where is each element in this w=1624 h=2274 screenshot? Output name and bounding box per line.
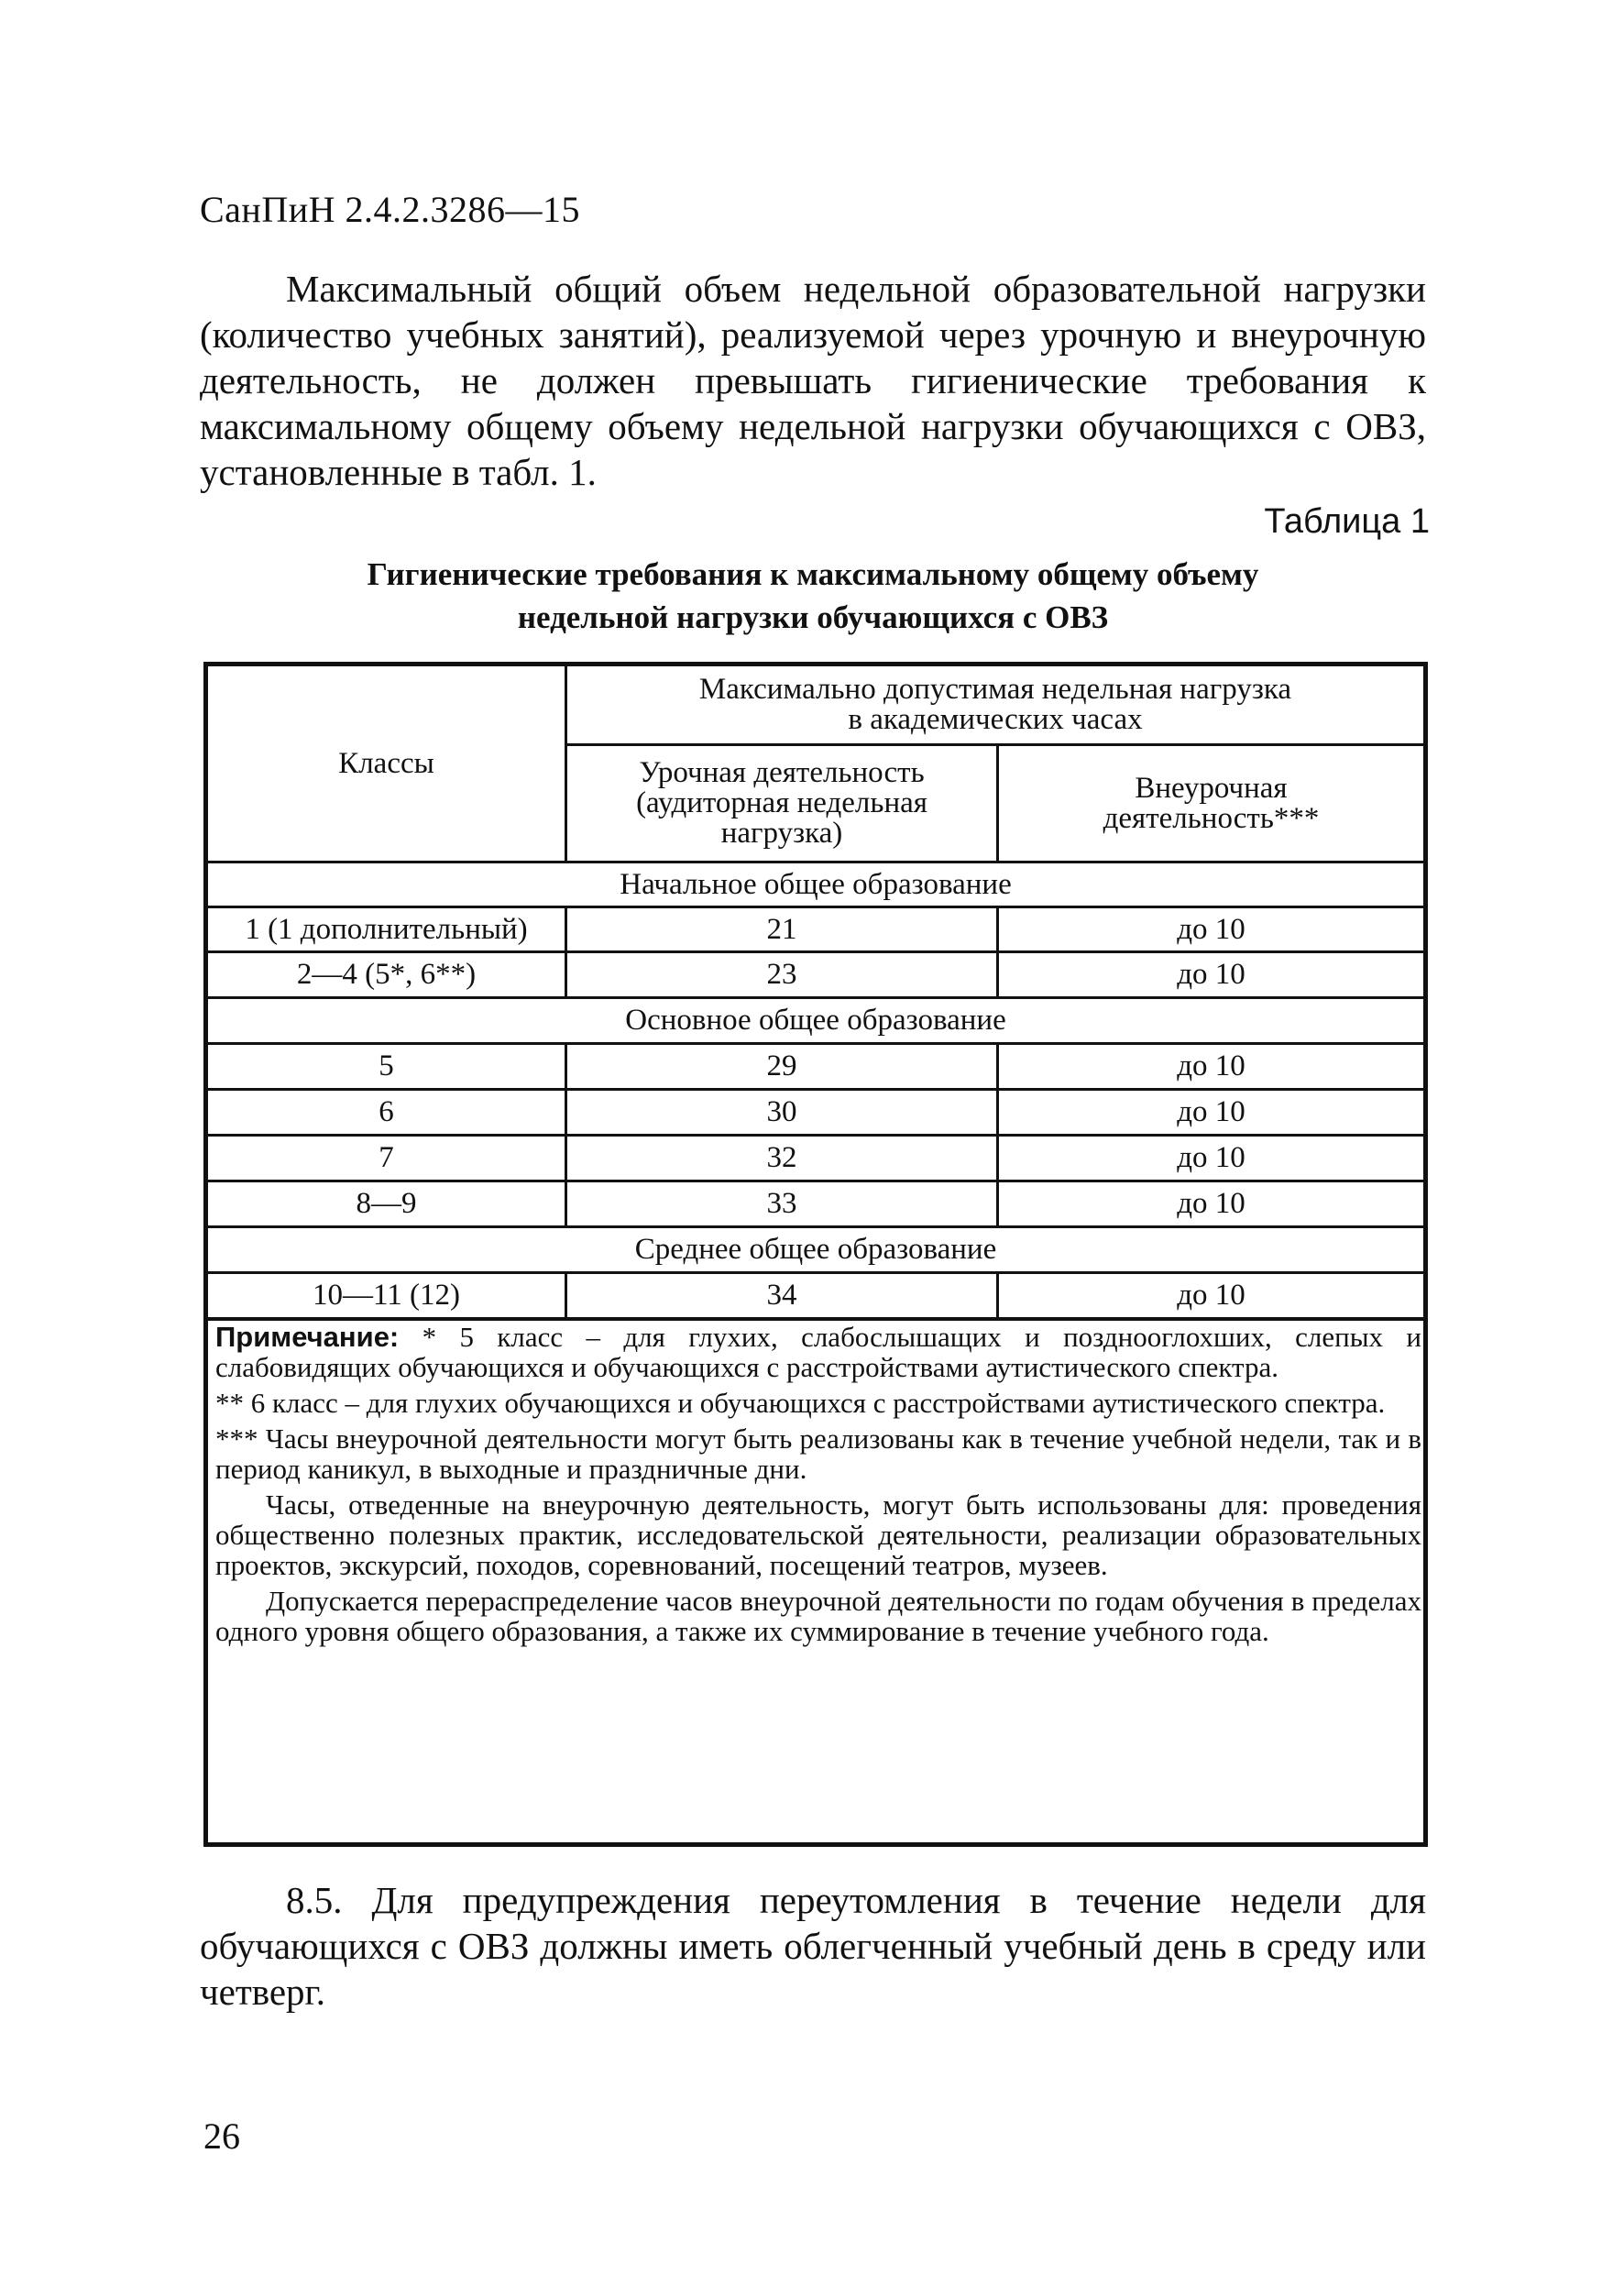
row-grade: 5 bbox=[379, 1049, 394, 1082]
table-title-line-1: Гигиенические требования к максимальному общему объему bbox=[367, 556, 1259, 592]
document-code: СанПиН 2.4.2.3286—15 bbox=[200, 189, 581, 230]
row-classroom: 30 bbox=[766, 1095, 797, 1128]
row-extra: до 10 bbox=[1177, 1049, 1245, 1082]
header-max-load-line-2: в академических часах bbox=[848, 703, 1143, 736]
header-classroom bbox=[567, 746, 996, 861]
page-number: 26 bbox=[203, 2115, 240, 2157]
header-classroom-line-2: (аудиторная недельная bbox=[636, 786, 927, 819]
table-title bbox=[200, 553, 1426, 639]
section-8-5-paragraph: 8.5. Для предупреждения переутомления в течение недели для обучающихся с ОВЗ должны иметь облегченный учебный день в среду или четверг. bbox=[200, 1879, 1426, 2013]
row-grade: 6 bbox=[379, 1095, 394, 1128]
row-classroom: 21 bbox=[766, 912, 797, 946]
header-classroom-line-3: нагрузка) bbox=[720, 817, 843, 850]
intro-paragraph: Максимальный общий объем недельной образовательной нагрузки (количество учебных занятий), реализуемой через урочную и внеурочную деятельность, не должен превышать гигиенические требования к максимальному общему объему недельной нагрузки обучающихся с ОВЗ, установленные в табл. 1. bbox=[200, 268, 1426, 493]
row-extra: до 10 bbox=[1177, 1095, 1245, 1128]
row-extra: до 10 bbox=[1177, 1279, 1245, 1312]
row-grade: 8—9 bbox=[356, 1187, 417, 1220]
row-classroom: 29 bbox=[766, 1049, 797, 1082]
note-2: ** 6 класс – для глухих обучающихся и обучающихся с расстройствами аутистического спектра. bbox=[215, 1387, 1386, 1419]
row-classroom: 23 bbox=[766, 958, 797, 991]
section-basic: Основное общее образование bbox=[625, 1004, 1006, 1037]
row-classroom: 33 bbox=[766, 1187, 797, 1220]
row-extra: до 10 bbox=[1177, 1187, 1245, 1220]
section-secondary: Среднее общее образование bbox=[634, 1233, 997, 1266]
header-max-load bbox=[567, 666, 1423, 743]
header-extracurricular-line-1: Внеурочная bbox=[1135, 771, 1288, 805]
row-extra: до 10 bbox=[1177, 1141, 1245, 1174]
row-grade: 7 bbox=[379, 1141, 394, 1174]
row-grade: 1 (1 дополнительный) bbox=[245, 912, 528, 946]
row-extra: до 10 bbox=[1177, 912, 1245, 946]
row-classroom: 34 bbox=[766, 1279, 797, 1312]
header-max-load-line-1: Максимально допустимая недельная нагрузка bbox=[698, 673, 1292, 706]
note-1-text: * 5 класс – для глухих, слабослышащих и позднооглохших, слепых и слабовидящих обучающихся и обучающихся с расстройствами аутистического спектра. bbox=[215, 1321, 1421, 1383]
note-1 bbox=[215, 1322, 1421, 1382]
load-table bbox=[203, 662, 1428, 1847]
note-label: Примечание: bbox=[215, 1321, 400, 1353]
header-classroom-line-1: Урочная деятельность bbox=[639, 756, 925, 789]
header-extracurricular bbox=[999, 746, 1423, 861]
row-extra: до 10 bbox=[1177, 958, 1245, 991]
note-4: Часы, отведенные на внеурочную деятельность, могут быть использованы для: проведения общественно полезных практик, исследовательской деятельности, реализации образовательных проектов, экскурсий, походов, соревнований, посещений театров, музеев. bbox=[215, 1489, 1421, 1581]
note-5: Допускается перераспределение часов внеурочной деятельности по годам обучения в пределах одного уровня общего образования, а также их суммирование в течение учебного года. bbox=[215, 1585, 1421, 1647]
header-classes: Классы bbox=[338, 746, 434, 780]
row-grade: 10—11 (12) bbox=[312, 1279, 460, 1312]
section-primary: Начальное общее образование bbox=[620, 867, 1012, 901]
row-classroom: 32 bbox=[766, 1141, 797, 1174]
table-notes bbox=[215, 1322, 1421, 1652]
table-title-line-2: недельной нагрузки обучающихся с ОВЗ bbox=[517, 599, 1109, 635]
table-label: Таблица 1 bbox=[1264, 502, 1430, 541]
header-extracurricular-line-2: деятельность*** bbox=[1103, 801, 1320, 835]
row-grade: 2—4 (5*, 6**) bbox=[296, 958, 477, 991]
note-3: *** Часы внеурочной деятельности могут быть реализованы как в течение учебной недели, так и в период каникул, в выходные и праздничные дни. bbox=[215, 1423, 1421, 1485]
